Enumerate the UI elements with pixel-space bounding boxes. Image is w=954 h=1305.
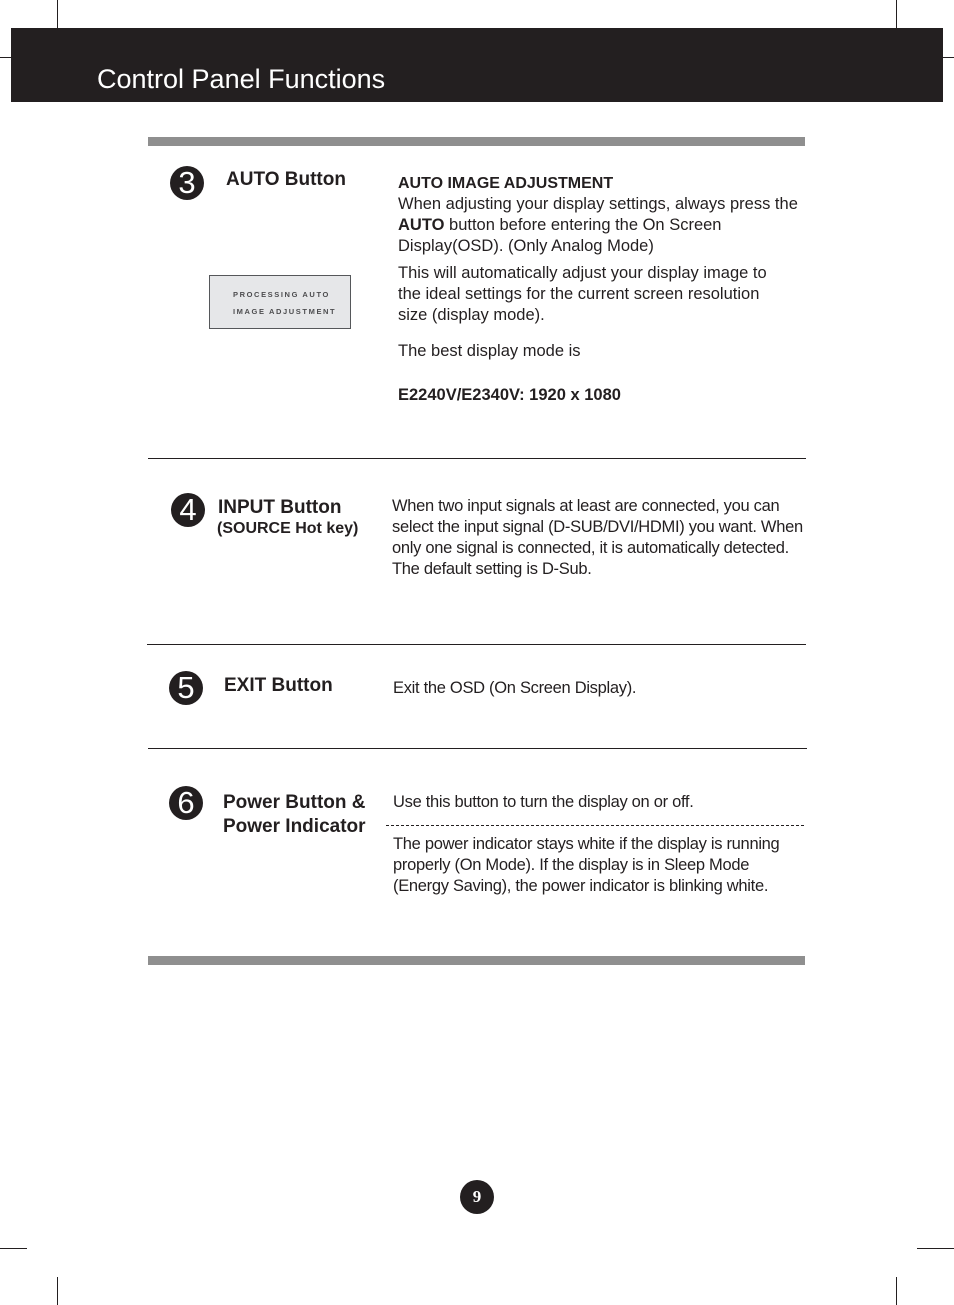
osd-message-box xyxy=(209,275,351,329)
auto-best-mode: E2240V/E2340V: 1920 x 1080 xyxy=(398,386,621,404)
osd-line-2: IMAGE ADJUSTMENT xyxy=(233,307,337,316)
auto-p1-text: When adjusting your display settings, always press the xyxy=(398,195,798,213)
divider xyxy=(148,748,807,749)
top-rule xyxy=(148,137,805,146)
crop-mark xyxy=(896,1277,897,1305)
exit-button-title: EXIT Button xyxy=(224,675,333,696)
auto-heading-text: AUTO IMAGE ADJUSTMENT xyxy=(398,175,614,192)
input-button-title: INPUT Button xyxy=(218,497,342,518)
page-title: Control Panel Functions xyxy=(97,64,386,94)
header-bar xyxy=(11,28,943,102)
crop-mark xyxy=(896,0,897,28)
crop-mark xyxy=(943,57,954,58)
input-button-subtitle: (SOURCE Hot key) xyxy=(217,520,359,537)
dashed-divider xyxy=(386,825,804,826)
auto-paragraph-3: The best display mode is xyxy=(398,342,581,360)
crop-mark xyxy=(917,1248,954,1249)
crop-mark xyxy=(0,1248,27,1249)
section-number-6: 6 xyxy=(169,786,203,820)
section-number-5: 5 xyxy=(169,671,203,705)
power-indicator-title: Power Indicator xyxy=(223,816,366,837)
power-paragraph-2: The power indicator stays white if the display is running properly (On Mode). If the display is in Sleep Mode (Energy Saving), the power indicator is blinking white. xyxy=(393,835,780,895)
section-number-3: 3 xyxy=(170,166,204,200)
auto-heading xyxy=(398,173,613,194)
crop-mark xyxy=(57,1277,58,1305)
power-paragraph-1: Use this button to turn the display on or off. xyxy=(393,793,694,811)
section-number-4: 4 xyxy=(171,493,205,527)
crop-mark xyxy=(0,57,11,58)
auto-button-title: AUTO Button xyxy=(226,169,346,190)
auto-p1-bold: AUTO xyxy=(398,216,445,234)
bottom-rule xyxy=(148,956,805,965)
osd-line-1: PROCESSING AUTO xyxy=(233,290,330,299)
auto-paragraph-1 xyxy=(398,194,798,257)
crop-mark xyxy=(57,0,58,28)
exit-paragraph: Exit the OSD (On Screen Display). xyxy=(393,679,637,697)
divider xyxy=(147,644,806,645)
power-button-title: Power Button & xyxy=(223,792,366,813)
auto-p1-text-2: button before entering the On Screen Display(OSD). (Only Analog Mode) xyxy=(398,216,722,255)
divider xyxy=(148,458,806,459)
page-number: 9 xyxy=(460,1180,494,1214)
auto-paragraph-2: This will automatically adjust your display image to the ideal settings for the current screen resolution size (display mode). xyxy=(398,264,767,324)
input-paragraph: When two input signals at least are connected, you can select the input signal (D-SUB/DVI/HDMI) you want. When only one signal is connected, it is automatically detected. The default setting is D-Sub. xyxy=(392,497,803,578)
